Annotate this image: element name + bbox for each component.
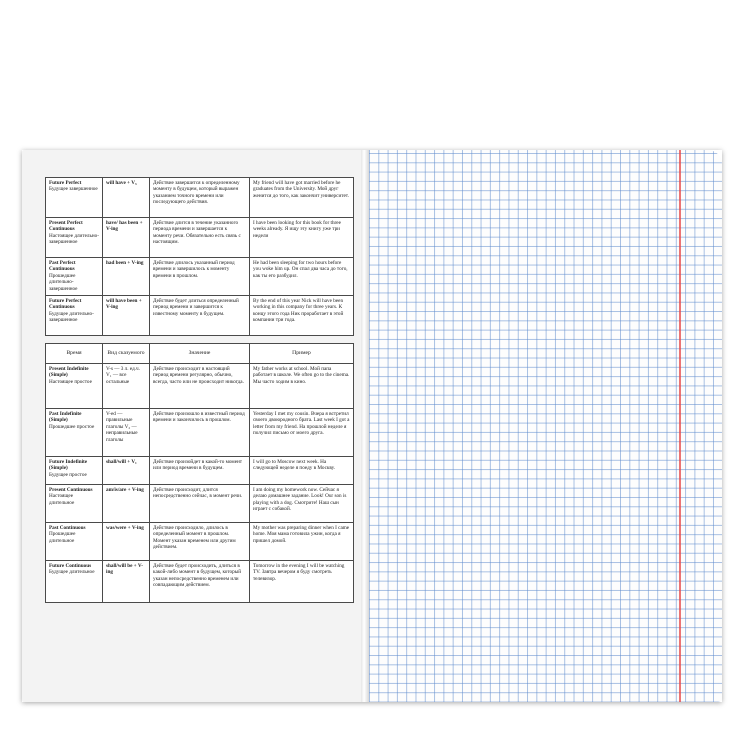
meaning-cell: Действие длилось указанный период времени и завершилось к моменту времени в прошлом. xyxy=(150,258,250,296)
meaning-cell: Действие происходит в настоящий период времени регулярно, обычно, всегда, часто или не происходит никогда. xyxy=(150,364,250,409)
tense-cell: Future Indefinite (Simple) Будущее простое xyxy=(46,457,103,485)
table-row xyxy=(46,296,354,336)
form-cell: had been + V-ing xyxy=(103,258,150,296)
table-row xyxy=(46,409,354,457)
tense-cell: Present Perfect Continuous Настоящее длительно-завершенное xyxy=(46,218,103,258)
header-tense: Время xyxy=(46,344,103,364)
example-cell: I will go to Moscow next week. На следующей неделе я поеду в Москву. xyxy=(250,457,354,485)
meaning-cell: Действие будет происходить, длиться в какой-либо момент в будущем, который указан непосредственно временем или совпадающим действием. xyxy=(150,561,250,603)
form-cell: V-ed — правильные глаголы V₂ — неправильные глаголы xyxy=(103,409,150,457)
table-row xyxy=(46,561,354,603)
table-row xyxy=(46,364,354,409)
tense-cell: Past Perfect Continuous Прошедшее длительно-завершенное xyxy=(46,258,103,296)
table-header-row xyxy=(46,344,354,364)
example-cell: By the end of this year Nick will have been working in this company for three years. К концу этого года Ник проработает в этой компании три года. xyxy=(250,296,354,336)
example-cell: My friend will have got married before he graduates from the University. Мой друг женится до того, как закончит университет. xyxy=(250,178,354,218)
example-cell: Tomorrow in the evening I will be watching TV. Завтра вечером я буду смотреть телевизор. xyxy=(250,561,354,603)
form-cell: have/ has been + V-ing xyxy=(103,218,150,258)
table-row xyxy=(46,457,354,485)
form-cell: V-s — 3 л. ед.ч. V₁ — все остальные xyxy=(103,364,150,409)
header-meaning: Значение xyxy=(150,344,250,364)
table-row xyxy=(46,218,354,258)
tense-cell: Future Continuous Будущее длительное xyxy=(46,561,103,603)
form-cell: will have + V₃ xyxy=(103,178,150,218)
table-row xyxy=(46,523,354,561)
meaning-cell: Действие будет длиться определенный период времени и завершится к известному моменту в будущем. xyxy=(150,296,250,336)
form-cell: am/is/are + V-ing xyxy=(103,485,150,523)
tense-cell: Past Continuous Прошедшее длительное xyxy=(46,523,103,561)
form-cell: will have been + V-ing xyxy=(103,296,150,336)
meaning-cell: Действие завершится к определенному моменту в будущем, который выражен указанием точного времени или последующего действия. xyxy=(150,178,250,218)
example-cell: Yesterday I met my cousin. Вчера я встретил своего двоюродного брата. Last week I got a letter from my friend. На прошлой неделе я получил письмо от моего друга. xyxy=(250,409,354,457)
notebook-spine xyxy=(361,150,369,702)
tense-cell: Past Indefinite (Simple) Прошедшее простое xyxy=(46,409,103,457)
margin-line xyxy=(679,150,681,702)
right-page-grid-paper xyxy=(365,150,722,702)
left-page-reference-tables xyxy=(22,150,365,702)
tense-cell: Present Continuous Настоящее длительное xyxy=(46,485,103,523)
header-form: Вид сказуемого xyxy=(103,344,150,364)
example-cell: My father works at school. Мой папа работает в школе. We often go to the cinema. Мы часто ходим в кино. xyxy=(250,364,354,409)
form-cell: shall/will be + V-ing xyxy=(103,561,150,603)
header-example: Пример xyxy=(250,344,354,364)
tense-cell: Future Perfect Будущее завершенное xyxy=(46,178,103,218)
example-cell: My mother was preparing dinner when I came home. Моя мама готовила ужин, когда я пришел домой. xyxy=(250,523,354,561)
example-cell: I am doing my homework now. Сейчас я делаю домашнее задание. Look! Our son is playing with a dog. Смотрите! Наш сын играет с собакой. xyxy=(250,485,354,523)
tense-cell: Present Indefinite (Simple) Настоящее простое xyxy=(46,364,103,409)
tenses-table xyxy=(45,343,354,603)
meaning-cell: Действие происходит, длится непосредственно сейчас, в момент речи. xyxy=(150,485,250,523)
form-cell: was/were + V-ing xyxy=(103,523,150,561)
table-row xyxy=(46,258,354,296)
form-cell: shall/will + V₁ xyxy=(103,457,150,485)
table-row xyxy=(46,178,354,218)
perfect-tenses-table xyxy=(45,177,354,336)
open-notebook xyxy=(22,150,722,702)
meaning-cell: Действие длится в течение указанного периода времени и завершается к моменту речи. Обязательно есть связь с настоящим. xyxy=(150,218,250,258)
meaning-cell: Действие произойдет в какой-то момент или период времени в будущем. xyxy=(150,457,250,485)
meaning-cell: Действие произошло в известный период времени и закончилось в прошлом. xyxy=(150,409,250,457)
example-cell: He had been sleeping for two hours before you woke him up. Он спал два часа до того, как ты его разбудил. xyxy=(250,258,354,296)
table-row xyxy=(46,485,354,523)
meaning-cell: Действие происходило, длилось в определенный момент в прошлом. Момент указан временем или другим действием. xyxy=(150,523,250,561)
example-cell: I have been looking for this book for three weeks already. Я ищу эту книгу уже три недели xyxy=(250,218,354,258)
tense-cell: Future Perfect Continuous Будущее длительно-завершенное xyxy=(46,296,103,336)
